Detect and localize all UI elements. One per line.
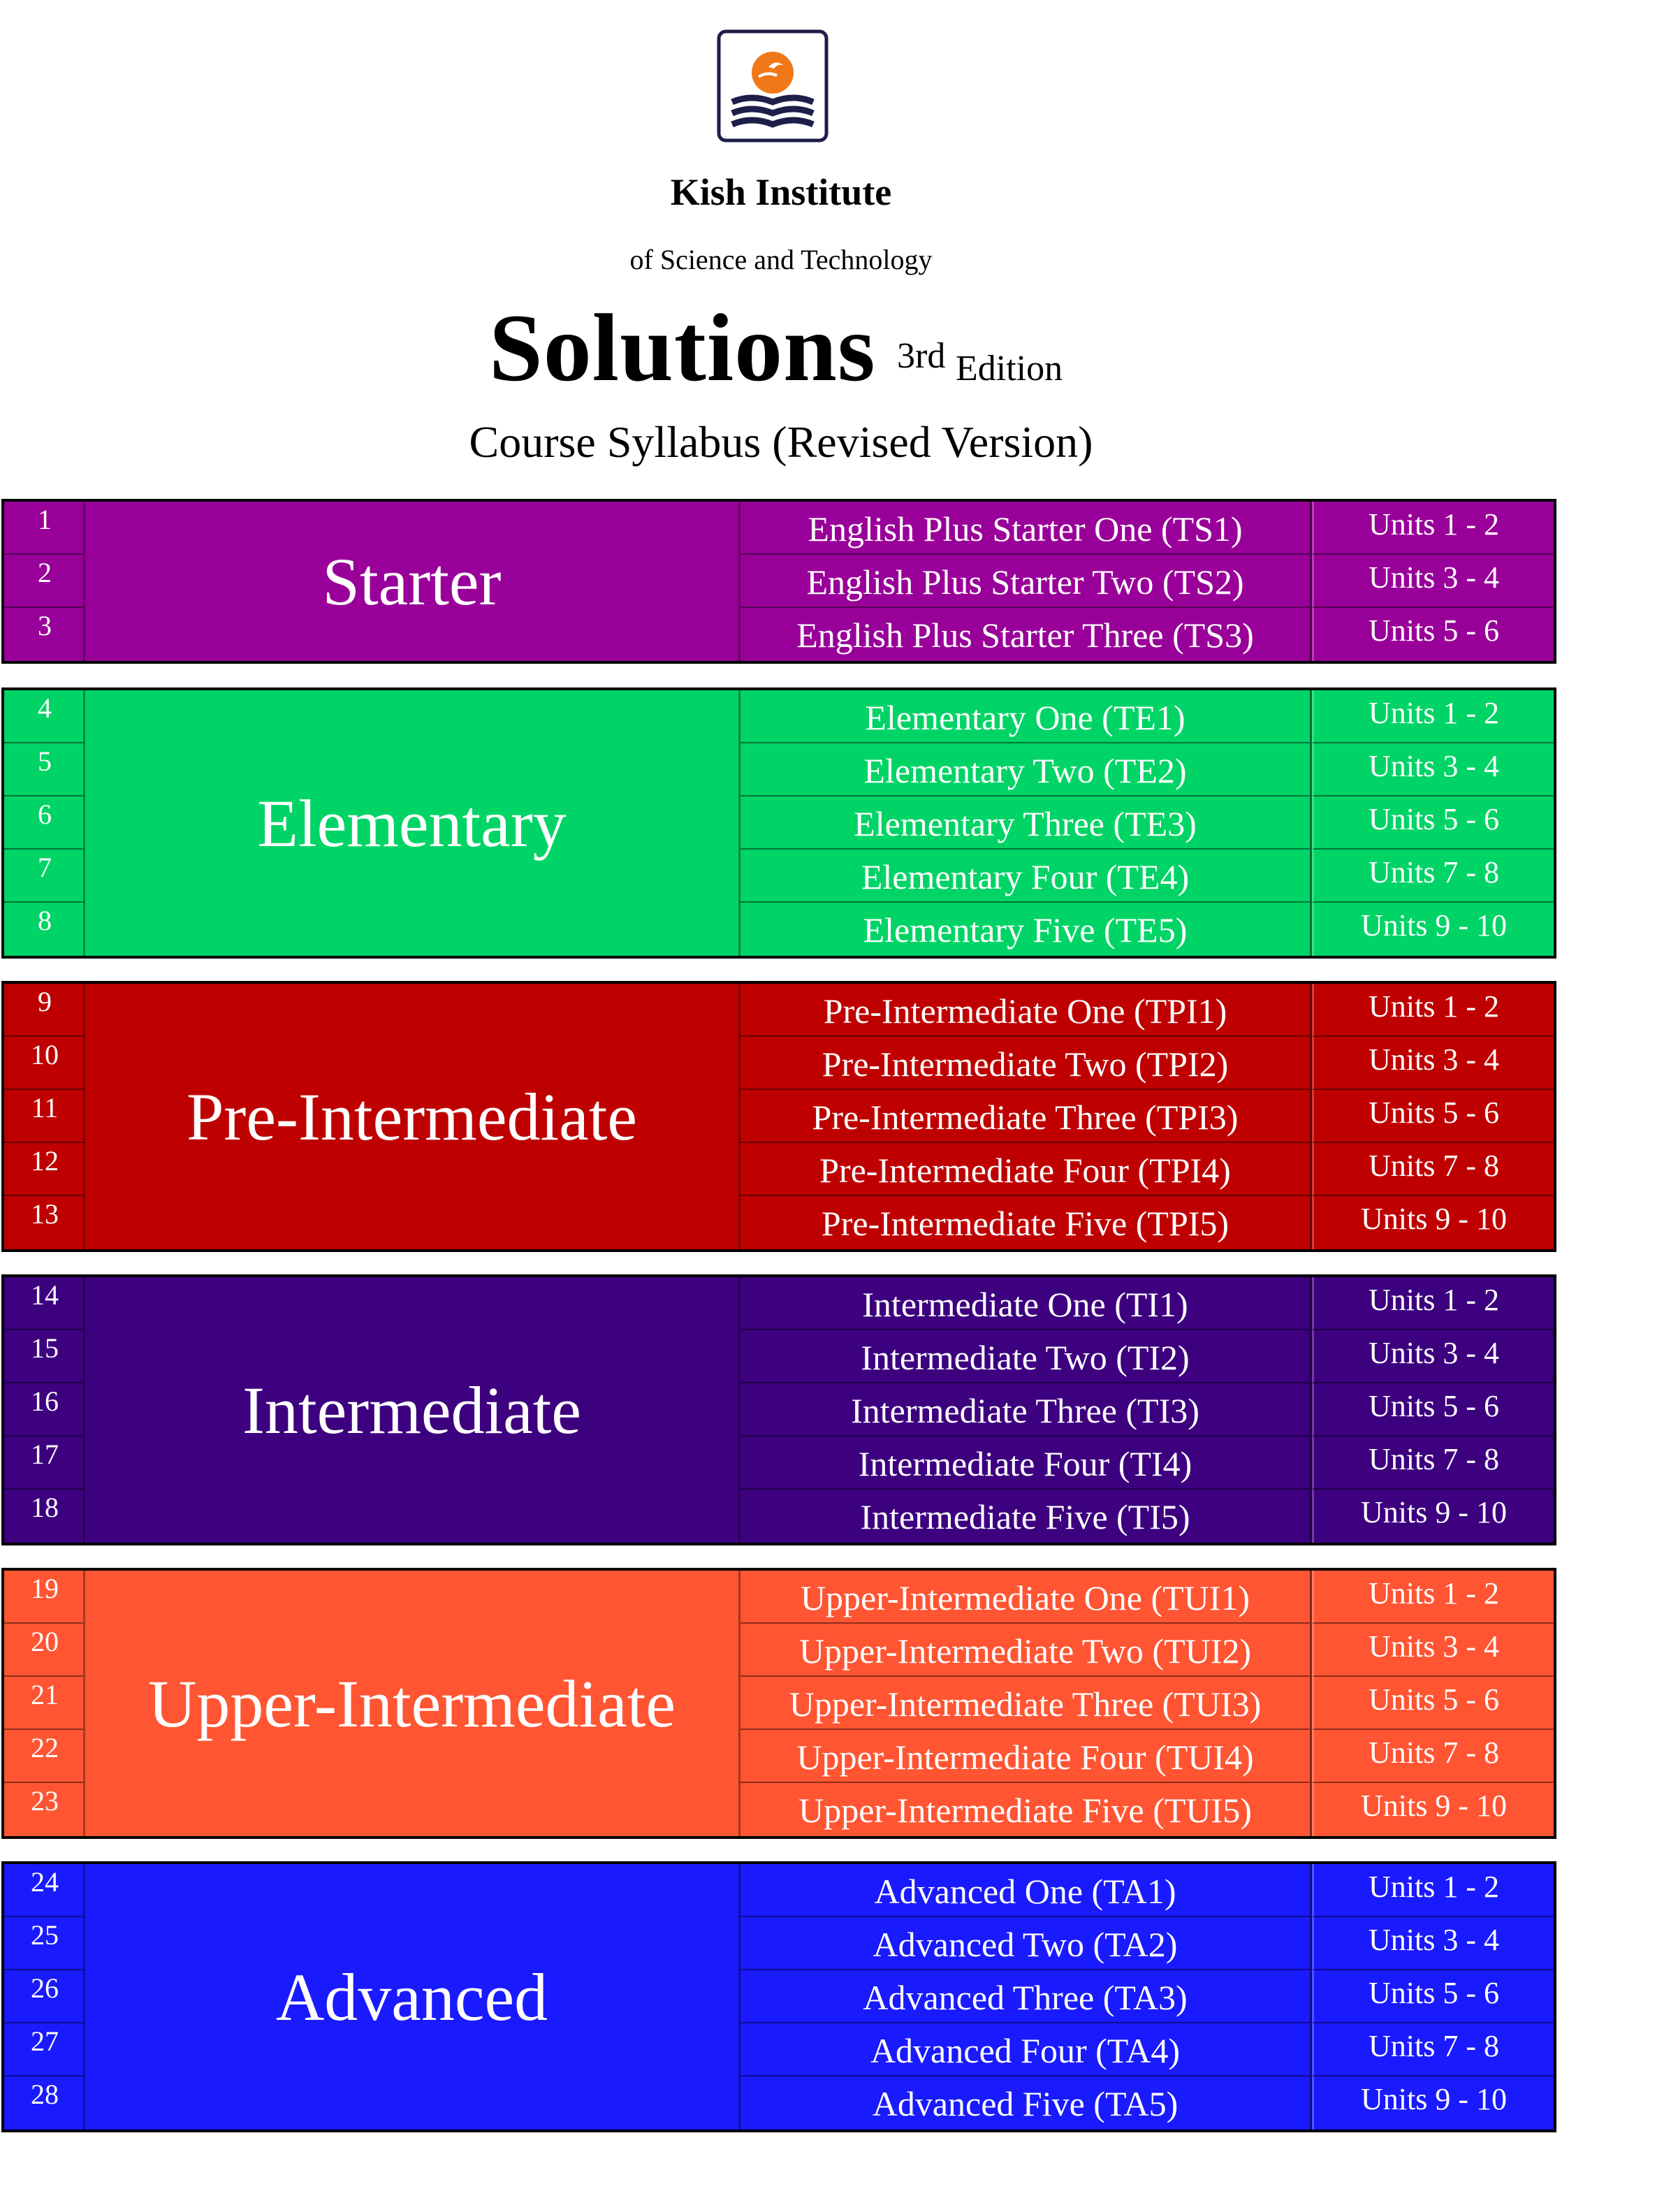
- row-number: 8: [38, 905, 52, 936]
- row-number-cell: [4, 984, 85, 1037]
- row-number: 3: [38, 610, 52, 641]
- row-number-cell: [4, 1037, 85, 1090]
- row-number-cell: [4, 1864, 85, 1917]
- unit-range: Units 5 - 6: [1312, 1677, 1554, 1730]
- row-number: 5: [38, 745, 52, 777]
- course-name: Intermediate Five (TI5): [740, 1490, 1312, 1543]
- row-number: 4: [38, 692, 52, 724]
- course-name: Elementary Five (TE5): [740, 903, 1312, 956]
- unit-range: Units 9 - 10: [1312, 1783, 1554, 1836]
- unit-range: Units 1 - 2: [1312, 1277, 1554, 1330]
- row-number-cell: [4, 555, 85, 608]
- document-title: [489, 292, 1063, 401]
- course-name: Elementary One (TE1): [740, 690, 1312, 743]
- row-number-cell: [4, 608, 85, 661]
- unit-range: Units 1 - 2: [1312, 1571, 1554, 1624]
- course-name: Upper-Intermediate One (TUI1): [740, 1571, 1312, 1624]
- course-name: Upper-Intermediate Four (TUI4): [740, 1730, 1312, 1783]
- unit-range: Units 9 - 10: [1312, 903, 1554, 956]
- unit-range: Units 9 - 10: [1312, 1196, 1554, 1249]
- course-name: Elementary Two (TE2): [740, 743, 1312, 796]
- edition-word: Edition: [956, 349, 1063, 388]
- row-number-cell: [4, 1677, 85, 1730]
- level-name: Elementary: [85, 690, 740, 956]
- course-name: English Plus Starter Two (TS2): [740, 555, 1312, 608]
- title-main: Solutions: [489, 294, 876, 401]
- row-number-cell: [4, 1143, 85, 1196]
- row-number-cell: [4, 1196, 85, 1249]
- unit-range: Units 3 - 4: [1312, 555, 1554, 608]
- row-number: 22: [31, 1732, 59, 1763]
- course-name: Upper-Intermediate Two (TUI2): [740, 1624, 1312, 1677]
- level-name: Upper-Intermediate: [85, 1571, 740, 1836]
- unit-range: Units 5 - 6: [1312, 608, 1554, 661]
- unit-range: Units 3 - 4: [1312, 1037, 1554, 1090]
- row-number: 1: [38, 504, 52, 535]
- logo-emblem-icon: [717, 29, 829, 143]
- course-name: Advanced Two (TA2): [740, 1917, 1312, 1970]
- level-name: Advanced: [85, 1864, 740, 2130]
- course-name: Upper-Intermediate Five (TUI5): [740, 1783, 1312, 1836]
- row-number: 13: [31, 1198, 59, 1230]
- row-number: 20: [31, 1626, 59, 1657]
- row-number-cell: [4, 502, 85, 555]
- level-group-starter: [1, 499, 1556, 664]
- row-number: 18: [31, 1492, 59, 1523]
- row-number-cell: [4, 2076, 85, 2130]
- institute-logo: [717, 29, 829, 143]
- row-number: 21: [31, 1679, 59, 1710]
- course-name: Pre-Intermediate Three (TPI3): [740, 1090, 1312, 1143]
- row-number: 9: [38, 986, 52, 1017]
- course-name: Advanced Four (TA4): [740, 2023, 1312, 2076]
- course-name: Advanced Five (TA5): [740, 2076, 1312, 2130]
- course-name: Upper-Intermediate Three (TUI3): [740, 1677, 1312, 1730]
- unit-range: Units 5 - 6: [1312, 1090, 1554, 1143]
- unit-range: Units 9 - 10: [1312, 2076, 1554, 2130]
- unit-range: Units 9 - 10: [1312, 1490, 1554, 1543]
- course-name: Pre-Intermediate One (TPI1): [740, 984, 1312, 1037]
- course-name: Elementary Three (TE3): [740, 796, 1312, 850]
- row-number: 28: [31, 2079, 59, 2110]
- unit-range: Units 1 - 2: [1312, 502, 1554, 555]
- syllabus-subtitle: Course Syllabus (Revised Version): [469, 417, 1093, 467]
- row-number-cell: [4, 1624, 85, 1677]
- institute-name: Kish Institute: [670, 171, 892, 213]
- course-name: Intermediate Three (TI3): [740, 1383, 1312, 1436]
- row-number: 10: [31, 1039, 59, 1070]
- row-number-cell: [4, 690, 85, 743]
- course-name: Advanced Three (TA3): [740, 1970, 1312, 2023]
- row-number: 17: [31, 1439, 59, 1470]
- row-number-cell: [4, 2023, 85, 2076]
- row-number-cell: [4, 1783, 85, 1836]
- row-number-cell: [4, 1730, 85, 1783]
- row-number: 11: [31, 1092, 59, 1123]
- row-number-cell: [4, 1490, 85, 1543]
- course-name: Pre-Intermediate Five (TPI5): [740, 1196, 1312, 1249]
- row-number: 7: [38, 852, 52, 883]
- course-name: Pre-Intermediate Four (TPI4): [740, 1143, 1312, 1196]
- row-number-cell: [4, 1571, 85, 1624]
- level-group-advanced: [1, 1861, 1556, 2132]
- level-name: Intermediate: [85, 1277, 740, 1543]
- institute-subtitle: of Science and Technology: [629, 244, 933, 275]
- unit-range: Units 5 - 6: [1312, 1970, 1554, 2023]
- course-name: Pre-Intermediate Two (TPI2): [740, 1037, 1312, 1090]
- row-number: 16: [31, 1385, 59, 1417]
- level-group-intermediate: [1, 1274, 1556, 1545]
- unit-range: Units 3 - 4: [1312, 1624, 1554, 1677]
- row-number: 19: [31, 1573, 59, 1604]
- row-number: 14: [31, 1279, 59, 1311]
- row-number: 26: [31, 1972, 59, 2004]
- row-number-cell: [4, 743, 85, 796]
- row-number-cell: [4, 1277, 85, 1330]
- unit-range: Units 7 - 8: [1312, 1143, 1554, 1196]
- row-number-cell: [4, 850, 85, 903]
- course-name: Elementary Four (TE4): [740, 850, 1312, 903]
- row-number-cell: [4, 1090, 85, 1143]
- course-name: English Plus Starter One (TS1): [740, 502, 1312, 555]
- unit-range: Units 3 - 4: [1312, 1917, 1554, 1970]
- level-name: Starter: [85, 502, 740, 661]
- row-number-cell: [4, 903, 85, 956]
- unit-range: Units 3 - 4: [1312, 743, 1554, 796]
- row-number-cell: [4, 1383, 85, 1436]
- row-number: 27: [31, 2025, 59, 2057]
- course-name: Intermediate Two (TI2): [740, 1330, 1312, 1383]
- row-number-cell: [4, 1330, 85, 1383]
- row-number: 25: [31, 1919, 59, 1951]
- unit-range: Units 7 - 8: [1312, 1436, 1554, 1490]
- row-number-cell: [4, 796, 85, 850]
- unit-range: Units 5 - 6: [1312, 796, 1554, 850]
- unit-range: Units 5 - 6: [1312, 1383, 1554, 1436]
- course-name: Intermediate One (TI1): [740, 1277, 1312, 1330]
- unit-range: Units 7 - 8: [1312, 850, 1554, 903]
- level-name: Pre-Intermediate: [85, 984, 740, 1249]
- row-number-cell: [4, 1970, 85, 2023]
- row-number: 2: [38, 557, 52, 588]
- level-group-pre-intermediate: [1, 981, 1556, 1252]
- unit-range: Units 7 - 8: [1312, 2023, 1554, 2076]
- unit-range: Units 7 - 8: [1312, 1730, 1554, 1783]
- unit-range: Units 1 - 2: [1312, 690, 1554, 743]
- row-number: 6: [38, 799, 52, 830]
- unit-range: Units 1 - 2: [1312, 1864, 1554, 1917]
- edition-ordinal: 3rd: [897, 336, 946, 376]
- unit-range: Units 1 - 2: [1312, 984, 1554, 1037]
- row-number: 15: [31, 1332, 59, 1364]
- course-name: Intermediate Four (TI4): [740, 1436, 1312, 1490]
- course-name: English Plus Starter Three (TS3): [740, 608, 1312, 661]
- row-number-cell: [4, 1917, 85, 1970]
- level-group-upper-intermediate: [1, 1568, 1556, 1839]
- row-number: 23: [31, 1785, 59, 1817]
- level-group-elementary: [1, 687, 1556, 959]
- unit-range: Units 3 - 4: [1312, 1330, 1554, 1383]
- course-name: Advanced One (TA1): [740, 1864, 1312, 1917]
- row-number: 12: [31, 1145, 59, 1177]
- row-number: 24: [31, 1866, 59, 1898]
- row-number-cell: [4, 1436, 85, 1490]
